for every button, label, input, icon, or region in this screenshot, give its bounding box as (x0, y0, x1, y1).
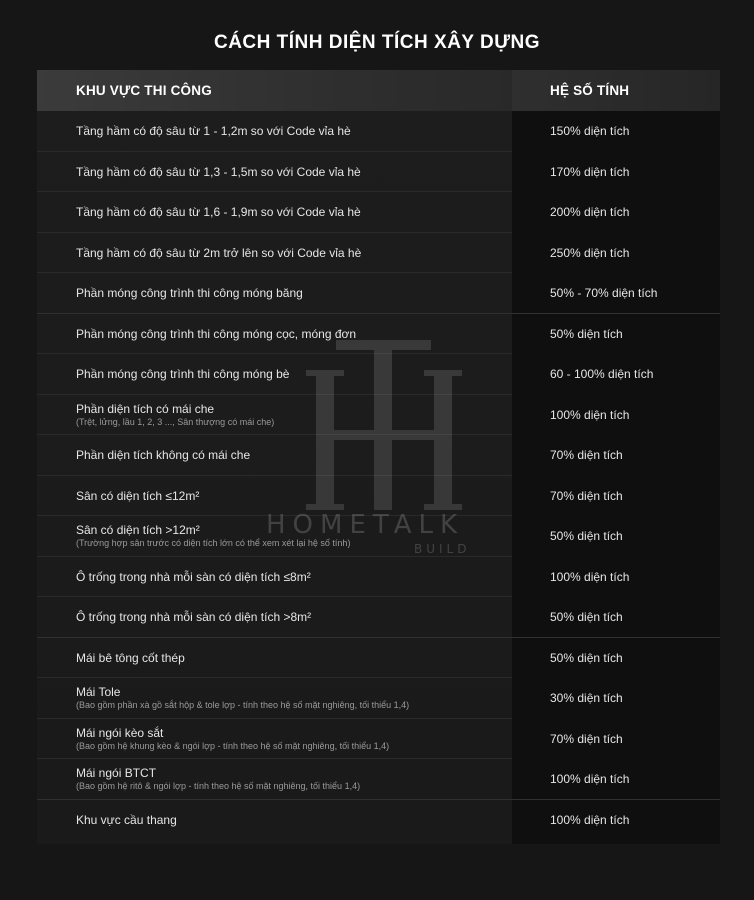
area-cell (76, 314, 506, 354)
area-cell (76, 638, 506, 678)
table-row (37, 273, 720, 314)
area-note: (Bao gồm hệ khung kèo & ngói lợp - tính theo hệ số mặt nghiêng, tối thiểu 1,4) (76, 740, 390, 751)
area-note: (Trường hợp sân trước có diện tích lớn có thể xem xét lại hệ số tính) (76, 538, 351, 548)
area-label: Tầng hầm có độ sâu từ 1,6 - 1,9m so với Code vỉa hè (76, 205, 361, 219)
coefficient-cell: 50% diện tích (550, 610, 623, 624)
area-label: Mái bê tông cốt thép (76, 650, 185, 665)
area-cell (76, 800, 506, 840)
table-row (37, 638, 720, 679)
table-row (37, 314, 720, 355)
coefficient-cell: 50% diện tích (550, 650, 623, 665)
area-label: Tầng hầm có độ sâu từ 2m trở lên so với Code vỉa hè (76, 245, 362, 260)
area-label: Phần diện tích không có mái che (76, 448, 251, 462)
area-label: Tầng hầm có độ sâu từ 1 - 1,2m so với Code vỉa hè (76, 124, 351, 138)
area-label: Ô trống trong nhà mỗi sàn có diện tích ≤8m² (76, 569, 311, 584)
area-cell (76, 152, 506, 192)
table-row (37, 354, 720, 395)
coefficient-cell: 70% diện tích (550, 448, 623, 462)
coefficient-cell: 50% - 70% diện tích (550, 286, 658, 300)
coefficient-cell: 100% diện tích (550, 407, 630, 422)
area-cell (76, 678, 506, 718)
table-row (37, 557, 720, 598)
coefficient-cell: 250% diện tích (550, 245, 630, 260)
area-cell (76, 192, 506, 232)
area-cell (76, 759, 506, 799)
table-header (37, 70, 720, 111)
area-note: (Bao gồm phần xà gồ sắt hộp & tole lợp - tính theo hệ số mặt nghiêng, tối thiểu 1,4) (76, 700, 410, 710)
page-title: CÁCH TÍNH DIỆN TÍCH XÂY DỰNG (213, 32, 541, 53)
header-area-label: KHU VỰC THI CÔNG (76, 83, 212, 98)
watermark-sub: BUILD (414, 542, 471, 556)
table-row (37, 111, 720, 152)
table-row (37, 597, 720, 638)
area-cell (76, 233, 506, 273)
table-row (37, 233, 720, 274)
area-cell (76, 557, 506, 597)
coefficient-cell: 100% diện tích (550, 772, 630, 786)
coefficient-cell: 200% diện tích (550, 205, 630, 219)
table-row (37, 395, 720, 436)
area-label: Mái ngói BTCT (76, 766, 157, 780)
header-coefficient-label: HỆ SỐ TÍNH (550, 83, 630, 98)
area-label: Sân có diện tích ≤12m² (76, 488, 200, 503)
area-note: (Trệt, lửng, lầu 1, 2, 3 ..., Sân thượng có mái che) (76, 416, 275, 427)
area-label: Sân có diện tích >12m² (76, 523, 200, 537)
area-label: Mái ngói kèo sắt (76, 725, 164, 740)
area-label: Mái Tole (76, 685, 121, 699)
coefficient-cell: 50% diện tích (550, 529, 623, 543)
table-row (37, 192, 720, 233)
coefficient-cell: 70% diện tích (550, 731, 623, 746)
coefficient-cell: 100% diện tích (550, 569, 630, 584)
area-label: Phần móng công trình thi công móng bè (76, 367, 290, 381)
table-row (37, 800, 720, 841)
table-row (37, 678, 720, 719)
coefficient-cell: 70% diện tích (550, 488, 623, 503)
area-cell (76, 719, 506, 759)
table-row (37, 435, 720, 476)
area-cell (76, 273, 506, 313)
table-row (37, 152, 720, 193)
area-label: Khu vực cầu thang (76, 812, 177, 827)
area-label: Tầng hầm có độ sâu từ 1,3 - 1,5m so với Code vỉa hè (76, 164, 361, 179)
coefficient-cell: 50% diện tích (550, 326, 623, 341)
coefficient-cell: 150% diện tích (550, 124, 630, 138)
area-cell (76, 395, 506, 435)
area-cell (76, 435, 506, 475)
watermark-brand: HOMETALK (266, 510, 465, 540)
coefficient-cell: 60 - 100% diện tích (550, 367, 654, 381)
area-cell (76, 597, 506, 637)
table-row (37, 759, 720, 800)
coefficient-cell: 30% diện tích (550, 691, 623, 705)
area-note: (Bao gồm hệ ritô & ngói lợp - tính theo hệ số mặt nghiêng, tối thiểu 1,4) (76, 781, 361, 791)
area-label: Phần móng công trình thi công móng cọc, móng đơn (76, 326, 357, 341)
area-label: Phần móng công trình thi công móng băng (76, 286, 303, 300)
area-cell (76, 111, 506, 151)
area-coefficient-table (37, 70, 720, 844)
table-body (37, 111, 720, 840)
coefficient-cell: 170% diện tích (550, 164, 630, 179)
coefficient-cell: 100% diện tích (550, 812, 630, 827)
area-label: Phần diện tích có mái che (76, 401, 215, 416)
area-label: Ô trống trong nhà mỗi sàn có diện tích >8m² (76, 610, 312, 624)
area-cell (76, 354, 506, 394)
table-row (37, 719, 720, 760)
